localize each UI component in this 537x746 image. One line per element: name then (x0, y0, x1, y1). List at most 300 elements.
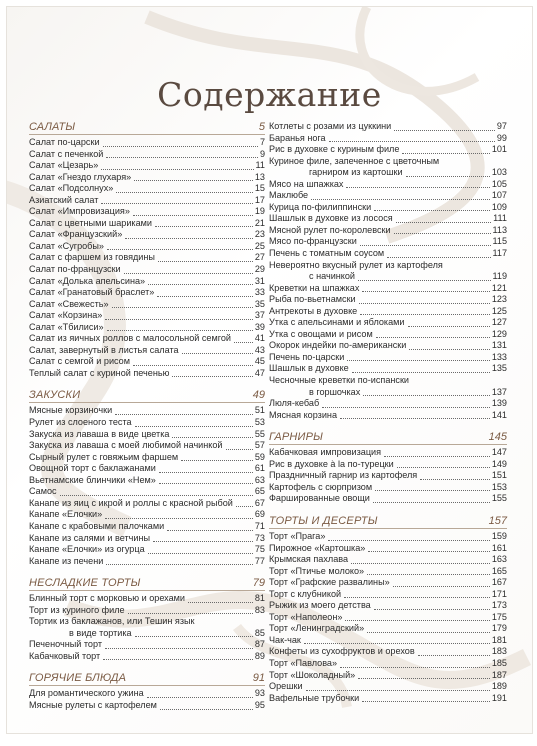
dot-leader (306, 689, 490, 691)
dot-leader (359, 302, 490, 304)
dot-leader (311, 198, 490, 200)
toc-entry[interactable] (269, 447, 507, 459)
entry-title: Рыба по-вьетнамски (269, 294, 356, 305)
dot-leader (409, 348, 489, 350)
toc-entry[interactable] (29, 628, 265, 640)
dot-leader (103, 658, 253, 660)
toc-entry[interactable] (29, 345, 265, 357)
toc-entry[interactable] (269, 681, 507, 693)
dot-leader (133, 364, 253, 366)
entry-page-number: 171 (491, 588, 507, 599)
entry-page-number: 123 (491, 294, 507, 305)
entry-title: Праздничный гарнир из картофеля (269, 470, 418, 481)
entry-page-number: 115 (492, 236, 507, 247)
entry-page-number: 77 (254, 555, 265, 566)
dot-leader (103, 145, 258, 147)
toc-entry[interactable] (29, 700, 265, 712)
toc-entry[interactable] (29, 241, 265, 253)
entry-page-number: 73 (254, 532, 265, 543)
dot-leader (360, 244, 491, 246)
section-page-number: 49 (252, 389, 265, 402)
entry-title: Салат «Гнездо глухаря» (29, 171, 132, 182)
dot-leader (363, 394, 490, 396)
toc-entry[interactable] (269, 121, 507, 133)
dot-leader (124, 272, 253, 274)
toc-section (269, 121, 507, 421)
toc-entry[interactable] (29, 509, 265, 521)
entry-page-number: 23 (254, 229, 265, 240)
entry-title: Фаршированные овощи (269, 493, 370, 504)
dot-leader (329, 140, 495, 142)
entry-title: Мясная корзина (269, 409, 337, 420)
toc-entry[interactable] (269, 133, 507, 145)
dot-leader (234, 341, 253, 343)
toc-entry[interactable] (29, 172, 265, 184)
entry-title: Мясо на шпажках (269, 178, 344, 189)
entry-title: Баранья нога (269, 132, 326, 143)
dot-leader (322, 406, 490, 408)
entry-title: Салат «Сугробы» (29, 240, 104, 251)
entry-title: Салат «Подсолнух» (29, 183, 114, 194)
entry-page-number: 187 (491, 669, 507, 680)
dot-leader (158, 260, 253, 262)
dot-leader (387, 256, 490, 258)
entry-page-number: 25 (254, 240, 265, 251)
entry-page-number: 185 (491, 657, 507, 668)
dot-leader (135, 635, 253, 637)
entry-page-number: 135 (491, 363, 507, 374)
dot-leader (396, 221, 492, 223)
entry-page-number: 17 (254, 194, 265, 205)
entry-title: Салат «Гранатовый браслет» (29, 287, 155, 298)
dot-leader (384, 455, 490, 457)
entry-page-number: 107 (491, 190, 507, 201)
toc-section (29, 577, 265, 662)
toc-right-column (269, 121, 507, 714)
entry-page-number: 61 (254, 463, 265, 474)
entry-page-number: 35 (254, 298, 265, 309)
entry-title: Чак-чак (269, 634, 301, 645)
entry-title: Салат «Французский» (29, 229, 123, 240)
toc-entry[interactable] (269, 646, 507, 658)
entry-page-number: 71 (254, 520, 265, 531)
entry-page-number: 7 (259, 137, 265, 147)
dot-leader (374, 608, 490, 610)
entry-title: Салат, завернутый в листья салата (29, 344, 179, 355)
toc-entry[interactable] (269, 375, 507, 387)
toc-entry[interactable] (269, 600, 507, 612)
dot-leader (351, 562, 490, 564)
entry-title: Теплый салат с куриной печенью (29, 367, 170, 378)
toc-entry[interactable] (269, 236, 507, 248)
entry-page-number: 155 (491, 493, 507, 504)
entry-page-number: 151 (491, 470, 507, 481)
toc-entry[interactable] (29, 229, 265, 241)
toc-entry[interactable] (29, 160, 265, 172)
entry-title: Торт «Птичье молоко» (269, 565, 365, 576)
toc-entry[interactable] (269, 693, 507, 705)
entry-title: Антрекоты в духовке (269, 305, 358, 316)
entry-page-number: 69 (254, 509, 265, 520)
entry-title: Люля-кебаб (269, 398, 320, 409)
toc-entry[interactable] (269, 156, 507, 168)
entry-title: Мясной рулет по-королевски (269, 224, 391, 235)
toc-entry[interactable] (269, 658, 507, 670)
section-title: ЗАКУСКИ (29, 389, 81, 402)
toc-entry[interactable] (269, 190, 507, 202)
entry-page-number: 105 (491, 178, 507, 189)
entry-page-number: 15 (254, 183, 265, 194)
dot-leader (172, 375, 252, 377)
dot-leader (157, 295, 253, 297)
dot-leader (155, 225, 253, 227)
dot-leader (226, 448, 253, 450)
toc-entry[interactable] (29, 544, 265, 556)
dot-leader (373, 501, 490, 503)
toc-entry[interactable] (269, 352, 507, 364)
dot-leader (374, 209, 490, 211)
toc-entry[interactable] (269, 566, 507, 578)
section-header[interactable] (269, 515, 507, 529)
toc-entry[interactable] (269, 635, 507, 647)
toc-entry[interactable] (269, 482, 507, 494)
entry-title: Курица по-филиппински (269, 201, 372, 212)
section-header[interactable] (269, 431, 507, 445)
dot-leader (115, 413, 253, 415)
entry-title: Тортик из баклажанов, или Тешин язык (29, 616, 195, 627)
toc-entry[interactable] (269, 202, 507, 214)
toc-entry[interactable] (269, 410, 507, 422)
entry-title: Маклюбе (269, 190, 309, 201)
entry-page-number: 97 (496, 121, 507, 131)
entry-title: Шашлык в духовке из лосося (269, 213, 393, 224)
entry-page-number: 53 (254, 417, 265, 428)
entry-page-number: 59 (254, 451, 265, 462)
section-header[interactable] (29, 389, 265, 403)
toc-entry[interactable] (269, 306, 507, 318)
dot-leader (148, 552, 253, 554)
dot-leader (328, 539, 489, 541)
entry-page-number: 163 (491, 554, 507, 565)
entry-page-number: 99 (496, 132, 507, 143)
dot-leader (367, 573, 490, 575)
entry-page-number: 47 (254, 367, 265, 378)
entry-page-number: 45 (254, 356, 265, 367)
dot-leader (362, 700, 490, 702)
toc-entry[interactable] (29, 149, 265, 161)
entry-title: Креветки на шпажках (269, 282, 360, 293)
toc-entry[interactable] (269, 459, 507, 471)
toc-entry[interactable] (29, 616, 265, 628)
toc-entry[interactable] (269, 363, 507, 375)
entry-page-number: 191 (491, 692, 507, 703)
entry-title: Утка с овощами и рисом (269, 328, 373, 339)
entry-title: Чесночные креветки по-испански (269, 375, 409, 386)
toc-entry[interactable] (269, 554, 507, 566)
dot-leader (236, 505, 253, 507)
toc-entry[interactable] (269, 294, 507, 306)
entry-title: Мясо по-французски (269, 236, 357, 247)
toc-entry[interactable] (269, 543, 507, 555)
toc-entry[interactable] (29, 688, 265, 700)
entry-title: Торт «Прага» (269, 530, 326, 541)
toc-entry[interactable] (29, 310, 265, 322)
toc-entry[interactable] (29, 521, 265, 533)
dot-leader (106, 563, 253, 565)
entry-page-number: 131 (491, 340, 507, 351)
toc-entry[interactable] (269, 179, 507, 191)
toc-entry[interactable] (269, 470, 507, 482)
section-title: ГАРНИРЫ (269, 431, 324, 444)
dot-leader (172, 436, 252, 438)
toc-section (29, 389, 265, 567)
toc-entry[interactable] (269, 493, 507, 505)
dot-leader (125, 237, 253, 239)
toc-section (29, 121, 265, 379)
dot-leader (133, 214, 253, 216)
dot-leader (181, 459, 253, 461)
toc-entry[interactable] (269, 225, 507, 237)
entry-title: Канапе из печени (29, 555, 104, 566)
entry-title: Азиатский салат (29, 194, 99, 205)
toc-entry[interactable] (29, 264, 265, 276)
toc-entry[interactable] (29, 276, 265, 288)
entry-page-number: 13 (254, 171, 265, 182)
entry-title: Канапе «Елочки» из огурца (29, 544, 145, 555)
toc-entry[interactable] (29, 299, 265, 311)
entry-title: Салат по-царски (29, 137, 100, 147)
toc-entry[interactable] (269, 260, 507, 272)
entry-title: Торт «Ленинградский» (269, 623, 365, 634)
entry-title: гарниром из картошки (309, 167, 403, 178)
entry-title: Сырный рулет с говяжьим фаршем (29, 451, 179, 462)
entry-page-number: 27 (254, 252, 265, 263)
dot-leader (408, 325, 490, 327)
toc-entry[interactable] (29, 639, 265, 651)
entry-title: Рис в духовке à la по-турецки (269, 458, 394, 469)
entry-page-number: 111 (493, 213, 507, 224)
dot-leader (418, 654, 490, 656)
dot-leader (376, 336, 490, 338)
entry-title: Торт «Наполеон» (269, 611, 343, 622)
entry-page-number: 103 (491, 167, 507, 178)
toc-entry[interactable] (29, 322, 265, 334)
dot-leader (107, 329, 253, 331)
toc-entry[interactable] (269, 612, 507, 624)
dot-leader (167, 529, 253, 531)
entry-page-number: 93 (254, 688, 265, 699)
toc-entry[interactable] (29, 183, 265, 195)
dot-leader (105, 647, 253, 649)
entry-page-number: 21 (254, 217, 265, 228)
toc-entry[interactable] (29, 137, 265, 149)
toc-entry[interactable] (29, 218, 265, 230)
entry-title: Салат «Корзина» (29, 310, 103, 321)
toc-entry[interactable] (269, 589, 507, 601)
entry-page-number: 147 (491, 447, 507, 458)
entry-page-number: 75 (254, 544, 265, 555)
entry-title: Канапе с крабовыми палочками (29, 520, 165, 531)
toc-entry[interactable] (29, 333, 265, 345)
toc-entry[interactable] (29, 533, 265, 545)
entry-page-number: 161 (491, 542, 507, 553)
entry-title: Мясные корзиночки (29, 405, 113, 416)
entry-title: Мясные рулеты с картофелем (29, 699, 157, 710)
dot-leader (362, 290, 489, 292)
entry-title: Картофель с сюрпризом (269, 481, 373, 492)
dot-leader (340, 666, 490, 668)
dot-leader (160, 708, 253, 710)
toc-entry[interactable] (269, 213, 507, 225)
toc-entry[interactable] (269, 248, 507, 260)
entry-page-number: 43 (254, 344, 265, 355)
toc-entry[interactable] (29, 252, 265, 264)
dot-leader (159, 482, 253, 484)
dot-leader (105, 517, 253, 519)
entry-page-number: 51 (254, 405, 265, 416)
dot-leader (367, 631, 490, 633)
toc-entry[interactable] (29, 593, 265, 605)
entry-title: Печень с томатным соусом (269, 248, 385, 259)
dot-leader (347, 359, 490, 361)
entry-title: Канапе «Елочки» (29, 509, 103, 520)
toc-entry[interactable] (269, 623, 507, 635)
toc-entry[interactable] (29, 368, 265, 380)
entry-page-number: 65 (254, 486, 265, 497)
dot-leader (402, 152, 489, 154)
section-page-number: 145 (488, 431, 507, 444)
entry-page-number: 129 (491, 328, 507, 339)
entry-page-number: 95 (254, 699, 265, 710)
entry-title: Вафельные трубочки (269, 692, 360, 703)
toc-entry[interactable] (269, 144, 507, 156)
entry-title: Торт с клубникой (269, 588, 342, 599)
section-title: НЕСЛАДКИЕ ТОРТЫ (29, 577, 141, 590)
entry-page-number: 153 (491, 481, 507, 492)
toc-page (6, 6, 533, 734)
toc-entry[interactable] (269, 577, 507, 589)
entry-page-number: 119 (492, 271, 507, 282)
page-title: Содержание (157, 75, 382, 114)
dot-leader (352, 371, 490, 373)
toc-left-column (29, 121, 265, 722)
toc-entry[interactable] (29, 605, 265, 617)
entry-title: с начинкой (309, 271, 356, 282)
toc-entry[interactable] (269, 329, 507, 341)
entry-page-number: 19 (254, 206, 265, 217)
toc-entry[interactable] (269, 531, 507, 543)
toc-entry[interactable] (29, 556, 265, 568)
entry-page-number: 41 (254, 333, 265, 344)
entry-page-number: 189 (491, 681, 507, 692)
entry-page-number: 63 (254, 474, 265, 485)
toc-entry[interactable] (269, 167, 507, 179)
entry-title: Шашлык в духовке (269, 363, 349, 374)
toc-entry[interactable] (269, 340, 507, 352)
toc-entry[interactable] (29, 417, 265, 429)
dot-leader (101, 202, 252, 204)
toc-entry[interactable] (29, 486, 265, 498)
dot-leader (346, 186, 489, 188)
entry-page-number: 67 (254, 497, 265, 508)
section-header[interactable] (29, 672, 265, 686)
dot-leader (135, 425, 253, 427)
toc-entry[interactable] (269, 670, 507, 682)
entry-page-number: 89 (254, 650, 265, 661)
entry-title: Котлеты с розами из цуккини (269, 121, 392, 131)
entry-title: Для романтического ужина (29, 688, 144, 699)
entry-title: Самос (29, 486, 57, 497)
entry-page-number: 33 (254, 287, 265, 298)
entry-title: Салат с семгой и рисом (29, 356, 130, 367)
toc-entry[interactable] (29, 195, 265, 207)
entry-page-number: 85 (254, 627, 265, 638)
entry-title: Салат «Долька апельсина» (29, 275, 146, 286)
dot-leader (188, 601, 253, 603)
entry-page-number: 133 (491, 351, 507, 362)
entry-page-number: 37 (254, 310, 265, 321)
toc-entry[interactable] (29, 356, 265, 368)
entry-page-number: 55 (254, 428, 265, 439)
section-page-number: 79 (252, 577, 265, 590)
dot-leader (60, 494, 253, 496)
entry-title: Окорок индейки по-американски (269, 340, 407, 351)
section-title: ТОРТЫ И ДЕСЕРТЫ (269, 514, 378, 527)
entry-title: Канапе из салями и ветчины (29, 532, 151, 543)
toc-entry[interactable] (269, 271, 507, 283)
entry-page-number: 127 (491, 317, 507, 328)
entry-title: Овощной торт с баклажанами (29, 463, 156, 474)
entry-title: Конфеты из сухофруктов и орехов (269, 646, 415, 657)
entry-title: Салат по-французски (29, 264, 121, 275)
entry-page-number: 121 (491, 282, 507, 293)
entry-title: в горшочках (309, 386, 361, 397)
toc-entry[interactable] (29, 498, 265, 510)
entry-page-number: 183 (491, 646, 507, 657)
toc-entry[interactable] (29, 440, 265, 452)
toc-entry[interactable] (29, 475, 265, 487)
toc-entry[interactable] (269, 387, 507, 399)
dot-leader (345, 619, 489, 621)
dot-leader (153, 540, 253, 542)
toc-entry[interactable] (29, 287, 265, 299)
toc-section (29, 672, 265, 711)
dot-leader (304, 642, 490, 644)
entry-title: Канапе из яиц с икрой и роллы с красной рыбой (29, 497, 233, 508)
section-header[interactable] (29, 121, 265, 135)
entry-page-number: 165 (491, 565, 507, 576)
section-header[interactable] (29, 577, 265, 591)
toc-entry[interactable] (269, 317, 507, 329)
section-title: САЛАТЫ (29, 121, 76, 133)
toc-entry[interactable] (29, 463, 265, 475)
toc-entry[interactable] (29, 206, 265, 218)
entry-page-number: 137 (491, 386, 507, 397)
toc-entry[interactable] (269, 283, 507, 295)
toc-entry[interactable] (29, 429, 265, 441)
toc-entry[interactable] (29, 651, 265, 663)
entry-page-number: 179 (491, 623, 507, 634)
entry-page-number: 29 (254, 264, 265, 275)
toc-entry[interactable] (29, 405, 265, 417)
toc-entry[interactable] (29, 452, 265, 464)
entry-page-number: 57 (254, 440, 265, 451)
entry-title: Закуска из лаваша в виде цветка (29, 428, 170, 439)
dot-leader (148, 283, 253, 285)
entry-title: Салат «Цезарь» (29, 160, 99, 171)
dot-leader (394, 129, 495, 131)
toc-entry[interactable] (269, 398, 507, 410)
